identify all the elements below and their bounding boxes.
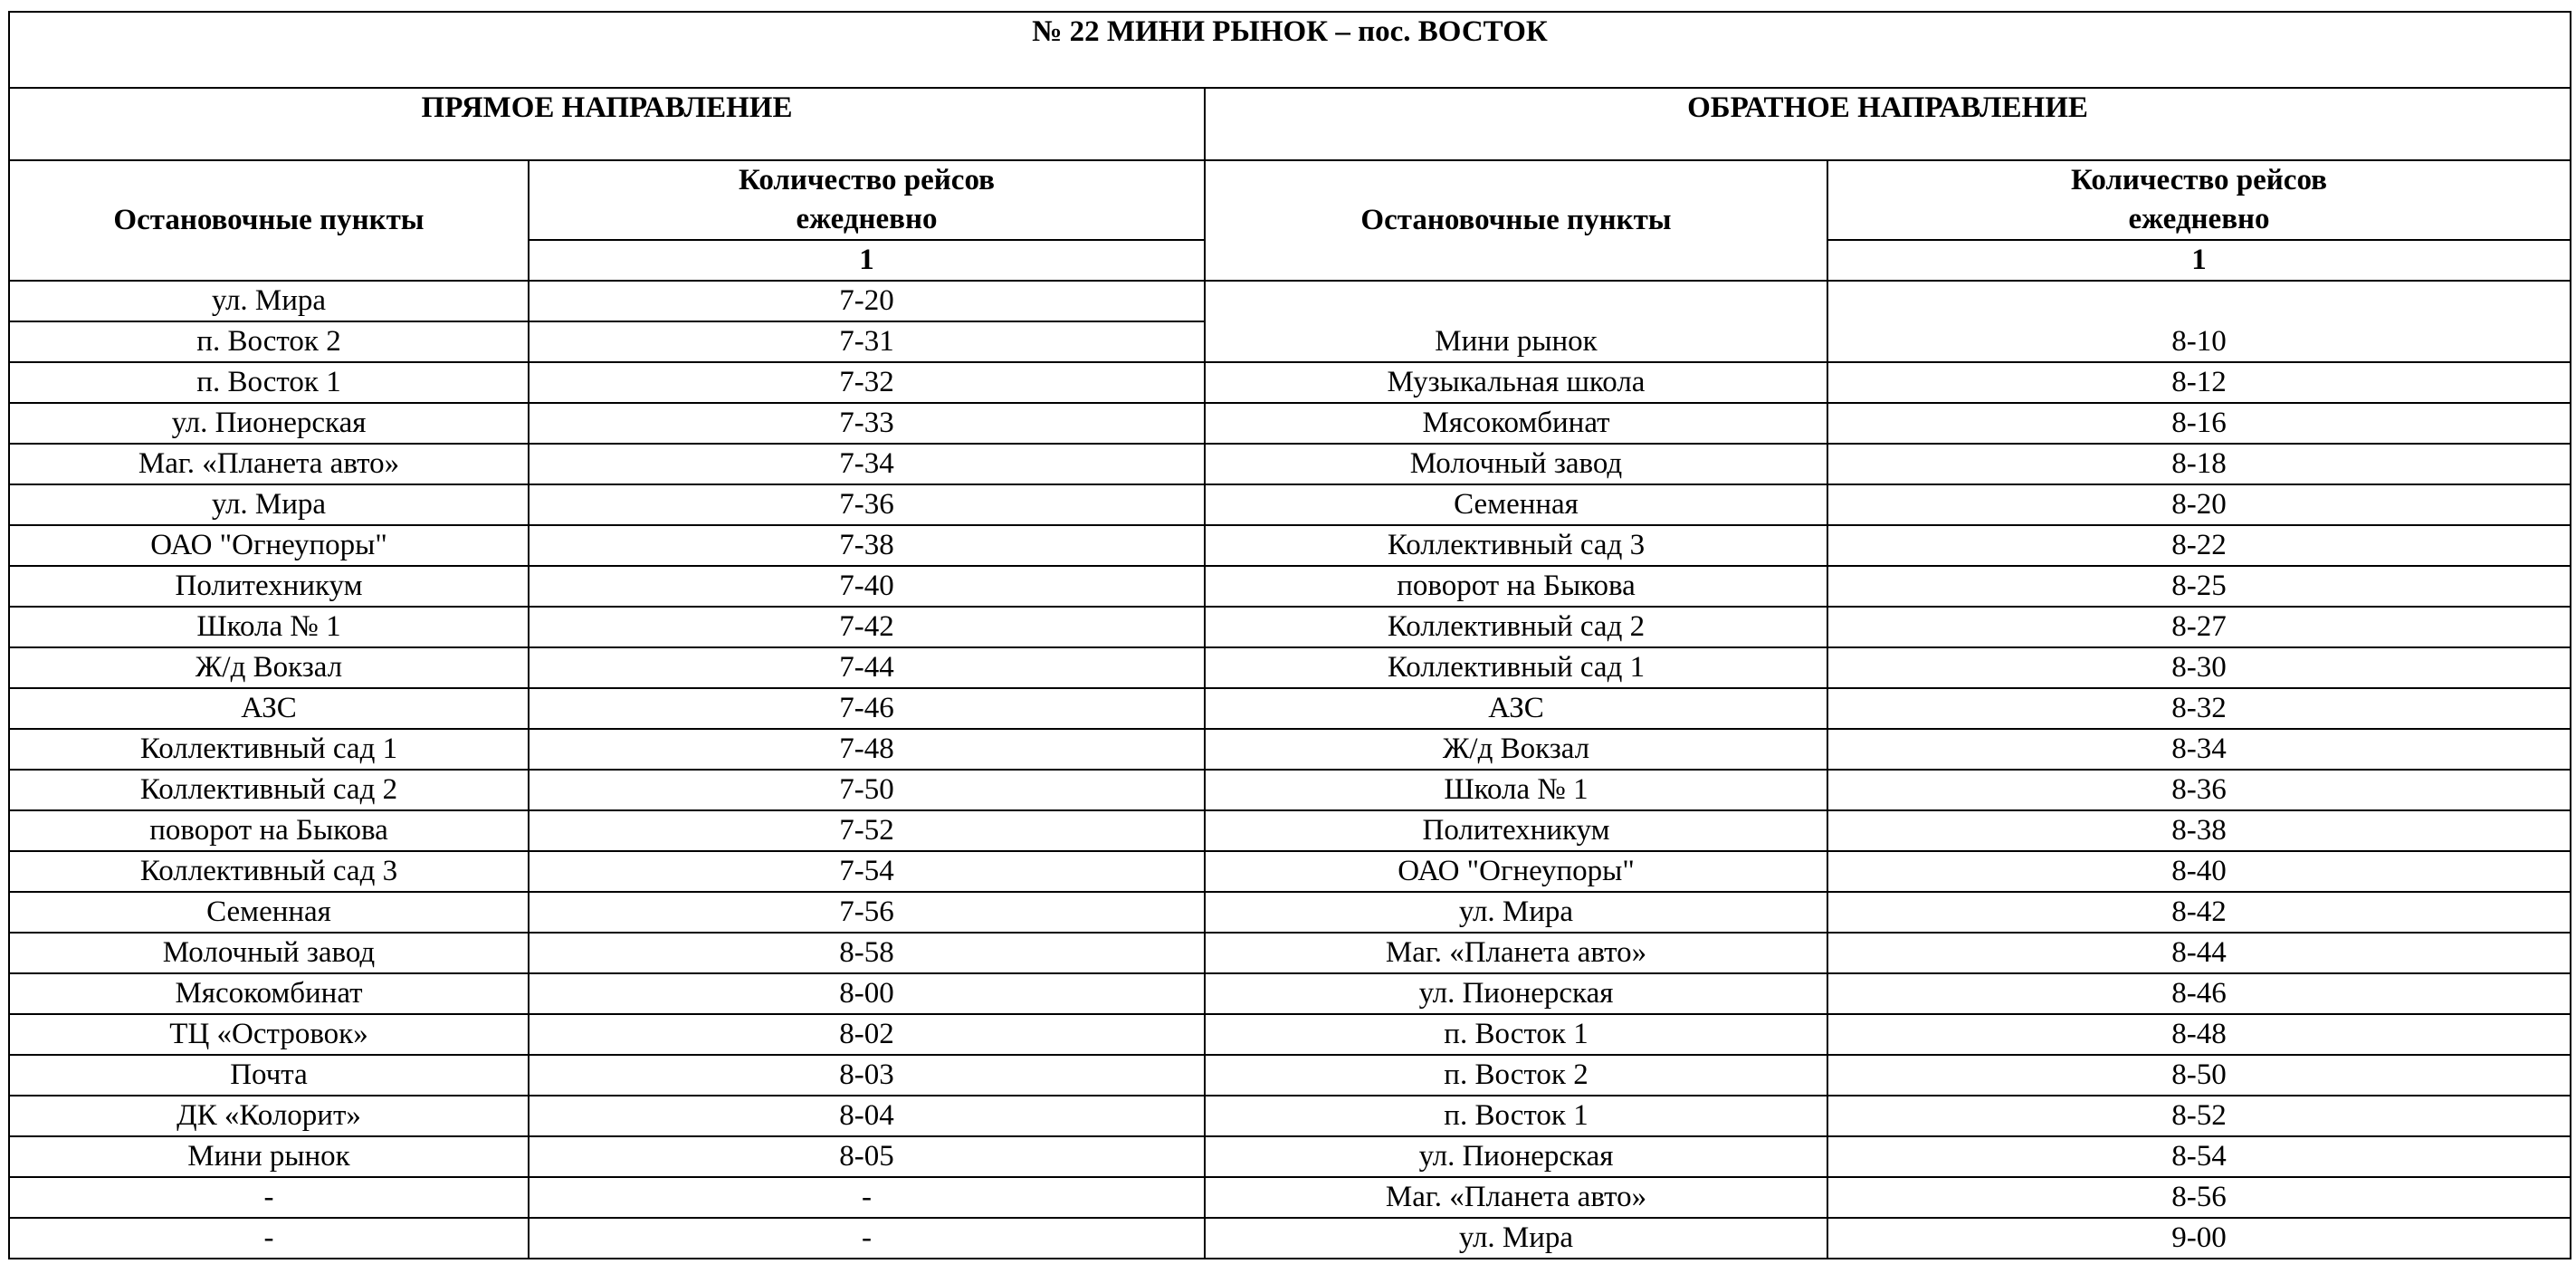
reverse-time-cell: 8-54 bbox=[1827, 1136, 2571, 1177]
reverse-time-cell: 8-38 bbox=[1827, 810, 2571, 851]
table-row bbox=[9, 810, 2571, 851]
reverse-time-cell: 8-52 bbox=[1827, 1096, 2571, 1136]
forward-time-cell: 7-56 bbox=[529, 892, 1205, 933]
reverse-count-number: 1 bbox=[1827, 240, 2571, 281]
reverse-time-cell: 8-20 bbox=[1827, 484, 2571, 525]
reverse-time-cell: 8-12 bbox=[1827, 362, 2571, 403]
reverse-stop-cell: Мини рынок bbox=[1205, 281, 1827, 362]
forward-stop-cell: ДК «Колорит» bbox=[9, 1096, 529, 1136]
forward-stop-cell: Коллективный сад 3 bbox=[9, 851, 529, 892]
reverse-time-cell: 8-18 bbox=[1827, 444, 2571, 484]
reverse-time-cell: 8-44 bbox=[1827, 933, 2571, 973]
table-row bbox=[9, 851, 2571, 892]
schedule-table bbox=[8, 11, 2571, 1259]
route-title: № 22 МИНИ РЫНОК – пос. ВОСТОК bbox=[9, 12, 2571, 88]
reverse-stop-cell: ОАО "Огнеупоры" bbox=[1205, 851, 1827, 892]
forward-count-number: 1 bbox=[529, 240, 1205, 281]
reverse-stop-cell: Политехникум bbox=[1205, 810, 1827, 851]
reverse-count-header: Количество рейсов ежедневно bbox=[1827, 160, 2571, 240]
forward-stop-cell: Молочный завод bbox=[9, 933, 529, 973]
table-row bbox=[9, 729, 2571, 770]
forward-time-cell: 7-44 bbox=[529, 647, 1205, 688]
reverse-stop-cell: Ж/д Вокзал bbox=[1205, 729, 1827, 770]
forward-stop-cell: Семенная bbox=[9, 892, 529, 933]
reverse-time-cell: 9-00 bbox=[1827, 1218, 2571, 1259]
forward-stop-cell: ул. Мира bbox=[9, 281, 529, 321]
reverse-time-cell: 8-10 bbox=[1827, 281, 2571, 362]
reverse-time-cell: 8-46 bbox=[1827, 973, 2571, 1014]
reverse-stop-cell: ул. Мира bbox=[1205, 892, 1827, 933]
forward-time-cell: 7-31 bbox=[529, 321, 1205, 362]
forward-stop-cell: - bbox=[9, 1218, 529, 1259]
reverse-stops-header: Остановочные пункты bbox=[1205, 160, 1827, 281]
reverse-stop-cell: Молочный завод bbox=[1205, 444, 1827, 484]
forward-time-cell: 8-02 bbox=[529, 1014, 1205, 1055]
forward-time-cell: 8-05 bbox=[529, 1136, 1205, 1177]
forward-stops-header: Остановочные пункты bbox=[9, 160, 529, 281]
forward-time-cell: 7-34 bbox=[529, 444, 1205, 484]
table-row bbox=[9, 973, 2571, 1014]
reverse-time-cell: 8-36 bbox=[1827, 770, 2571, 810]
forward-time-cell: 7-46 bbox=[529, 688, 1205, 729]
reverse-stop-cell: Коллективный сад 1 bbox=[1205, 647, 1827, 688]
reverse-stop-cell: ул. Пионерская bbox=[1205, 973, 1827, 1014]
forward-time-cell: 7-36 bbox=[529, 484, 1205, 525]
forward-direction-heading: ПРЯМОЕ НАПРАВЛЕНИЕ bbox=[9, 88, 1205, 160]
reverse-time-cell: 8-48 bbox=[1827, 1014, 2571, 1055]
reverse-stop-cell: Школа № 1 bbox=[1205, 770, 1827, 810]
forward-time-cell: 8-58 bbox=[529, 933, 1205, 973]
table-row bbox=[9, 1055, 2571, 1096]
reverse-stop-cell: Музыкальная школа bbox=[1205, 362, 1827, 403]
forward-time-cell: 7-42 bbox=[529, 607, 1205, 647]
forward-stop-cell: Маг. «Планета авто» bbox=[9, 444, 529, 484]
forward-stop-cell: Мини рынок bbox=[9, 1136, 529, 1177]
forward-time-cell: 7-54 bbox=[529, 851, 1205, 892]
forward-time-cell: 8-04 bbox=[529, 1096, 1205, 1136]
reverse-stop-cell: Коллективный сад 2 bbox=[1205, 607, 1827, 647]
reverse-time-cell: 8-40 bbox=[1827, 851, 2571, 892]
table-row bbox=[9, 1014, 2571, 1055]
table-row bbox=[9, 525, 2571, 566]
table-row bbox=[9, 647, 2571, 688]
reverse-stop-cell: ул. Пионерская bbox=[1205, 1136, 1827, 1177]
table-row bbox=[9, 1096, 2571, 1136]
forward-stop-cell: Политехникум bbox=[9, 566, 529, 607]
reverse-time-cell: 8-32 bbox=[1827, 688, 2571, 729]
forward-time-cell: 8-03 bbox=[529, 1055, 1205, 1096]
forward-time-cell: 7-52 bbox=[529, 810, 1205, 851]
reverse-direction-heading: ОБРАТНОЕ НАПРАВЛЕНИЕ bbox=[1205, 88, 2571, 160]
reverse-time-cell: 8-34 bbox=[1827, 729, 2571, 770]
forward-stop-cell: п. Восток 2 bbox=[9, 321, 529, 362]
reverse-stop-cell: п. Восток 1 bbox=[1205, 1014, 1827, 1055]
reverse-stop-cell: Маг. «Планета авто» bbox=[1205, 1177, 1827, 1218]
forward-time-cell: 7-20 bbox=[529, 281, 1205, 321]
table-row bbox=[9, 892, 2571, 933]
reverse-stop-cell: п. Восток 2 bbox=[1205, 1055, 1827, 1096]
reverse-stop-cell: Маг. «Планета авто» bbox=[1205, 933, 1827, 973]
table-row bbox=[9, 1136, 2571, 1177]
forward-time-cell: - bbox=[529, 1177, 1205, 1218]
forward-count-header: Количество рейсов ежедневно bbox=[529, 160, 1205, 240]
table-row bbox=[9, 362, 2571, 403]
forward-stop-cell: ул. Мира bbox=[9, 484, 529, 525]
reverse-time-cell: 8-25 bbox=[1827, 566, 2571, 607]
forward-time-cell: 7-38 bbox=[529, 525, 1205, 566]
reverse-time-cell: 8-30 bbox=[1827, 647, 2571, 688]
forward-stop-cell: Почта bbox=[9, 1055, 529, 1096]
forward-stop-cell: п. Восток 1 bbox=[9, 362, 529, 403]
forward-time-cell: 7-50 bbox=[529, 770, 1205, 810]
forward-stop-cell: ОАО "Огнеупоры" bbox=[9, 525, 529, 566]
table-row bbox=[9, 566, 2571, 607]
reverse-stop-cell: ул. Мира bbox=[1205, 1218, 1827, 1259]
reverse-time-cell: 8-50 bbox=[1827, 1055, 2571, 1096]
table-row bbox=[9, 688, 2571, 729]
forward-stop-cell: Коллективный сад 2 bbox=[9, 770, 529, 810]
reverse-stop-cell: п. Восток 1 bbox=[1205, 1096, 1827, 1136]
reverse-time-cell: 8-56 bbox=[1827, 1177, 2571, 1218]
table-row bbox=[9, 933, 2571, 973]
forward-stop-cell: поворот на Быкова bbox=[9, 810, 529, 851]
forward-stop-cell: ТЦ «Островок» bbox=[9, 1014, 529, 1055]
forward-time-cell: 7-48 bbox=[529, 729, 1205, 770]
table-row bbox=[9, 607, 2571, 647]
forward-time-cell: 8-00 bbox=[529, 973, 1205, 1014]
reverse-stop-cell: Семенная bbox=[1205, 484, 1827, 525]
reverse-time-cell: 8-27 bbox=[1827, 607, 2571, 647]
forward-stop-cell: Школа № 1 bbox=[9, 607, 529, 647]
forward-stop-cell: Ж/д Вокзал bbox=[9, 647, 529, 688]
forward-stop-cell: АЗС bbox=[9, 688, 529, 729]
table-row bbox=[9, 403, 2571, 444]
reverse-time-cell: 8-22 bbox=[1827, 525, 2571, 566]
table-row bbox=[9, 1218, 2571, 1259]
forward-stop-cell: ул. Пионерская bbox=[9, 403, 529, 444]
forward-stop-cell: Коллективный сад 1 bbox=[9, 729, 529, 770]
forward-stop-cell: - bbox=[9, 1177, 529, 1218]
forward-stop-cell: Мясокомбинат bbox=[9, 973, 529, 1014]
reverse-time-cell: 8-16 bbox=[1827, 403, 2571, 444]
reverse-time-cell: 8-42 bbox=[1827, 892, 2571, 933]
forward-time-cell: 7-40 bbox=[529, 566, 1205, 607]
reverse-stop-cell: АЗС bbox=[1205, 688, 1827, 729]
forward-time-cell: 7-33 bbox=[529, 403, 1205, 444]
forward-time-cell: - bbox=[529, 1218, 1205, 1259]
table-row bbox=[9, 770, 2571, 810]
table-row bbox=[9, 281, 2571, 321]
forward-time-cell: 7-32 bbox=[529, 362, 1205, 403]
reverse-stop-cell: Коллективный сад 3 bbox=[1205, 525, 1827, 566]
table-row bbox=[9, 1177, 2571, 1218]
table-row bbox=[9, 484, 2571, 525]
table-row bbox=[9, 444, 2571, 484]
reverse-stop-cell: поворот на Быкова bbox=[1205, 566, 1827, 607]
reverse-stop-cell: Мясокомбинат bbox=[1205, 403, 1827, 444]
